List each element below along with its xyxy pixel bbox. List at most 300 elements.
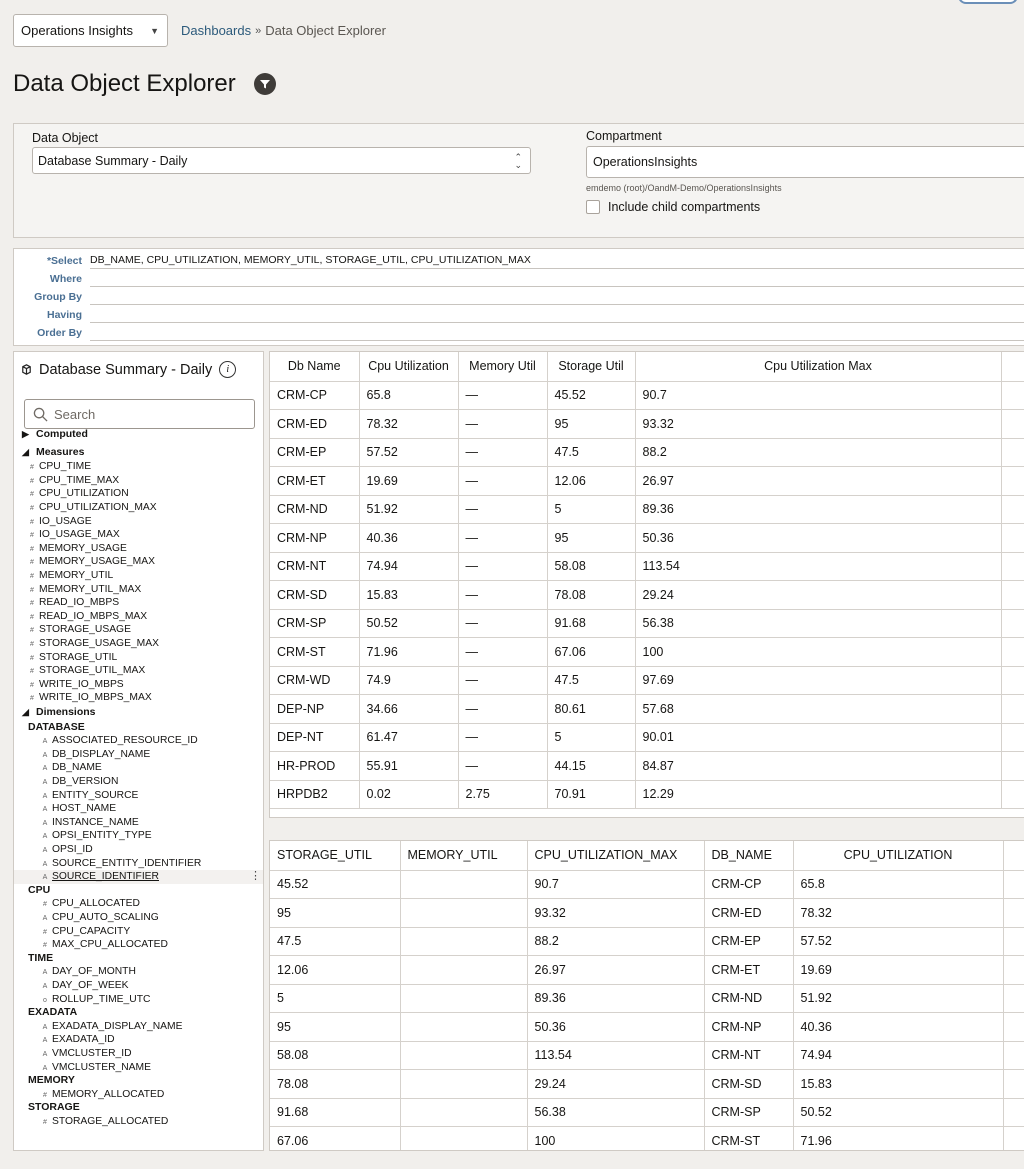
table-cell: 113.54 — [635, 552, 1001, 581]
app-switcher-label: Operations Insights — [21, 23, 134, 38]
query-label: Group By — [34, 291, 82, 303]
search-icon — [33, 407, 48, 422]
tree-item-dimension[interactable] — [14, 993, 264, 1007]
number-type-icon: # — [30, 505, 34, 512]
table-cell: 50.36 — [527, 1013, 704, 1042]
table-cell: HR-PROD — [270, 752, 359, 781]
tree-item-dimension[interactable] — [14, 802, 264, 816]
column-header[interactable]: Storage Util — [547, 352, 635, 381]
table-cell: CRM-SP — [270, 609, 359, 638]
tree-item-dimension[interactable] — [14, 857, 264, 871]
text-type-icon: A — [42, 915, 48, 922]
table-cell: — — [458, 438, 547, 467]
tree-item-dimension[interactable] — [14, 816, 264, 830]
tree-item-label: MEMORY_ALLOCATED — [52, 1088, 165, 1100]
table-cell: — — [458, 410, 547, 439]
number-type-icon: # — [30, 573, 34, 580]
table-cell: CRM-ND — [704, 984, 793, 1013]
data-object-select[interactable] — [32, 147, 531, 174]
tree-item-dimension[interactable] — [14, 829, 264, 843]
tree-item-dimension[interactable] — [14, 897, 264, 911]
tree-item-label: SOURCE_IDENTIFIER — [52, 871, 159, 883]
table-cell: 65.8 — [359, 381, 458, 410]
number-type-icon: # — [30, 532, 34, 540]
compartment-label: Compartment — [586, 129, 662, 143]
tree-item-measure[interactable] — [14, 664, 264, 678]
tree-item-measure[interactable] — [14, 623, 264, 637]
table-cell-filler — [1003, 899, 1024, 928]
tree-item-dimension[interactable] — [14, 938, 264, 952]
tree-group-label: CPU — [28, 883, 51, 896]
tree-item-measure[interactable] — [14, 487, 264, 501]
tree-item-label: SOURCE_ENTITY_IDENTIFIER — [52, 857, 202, 869]
table-row[interactable] — [270, 723, 1024, 752]
table-cell: 51.92 — [359, 495, 458, 524]
results-table-raw — [269, 840, 1024, 1151]
table-cell-filler — [1001, 467, 1024, 496]
table-cell: CRM-NP — [270, 524, 359, 553]
table-cell: 50.52 — [359, 609, 458, 638]
tree-item-label: INSTANCE_NAME — [52, 816, 139, 828]
table-cell — [400, 1013, 527, 1042]
table-cell-filler — [1003, 1127, 1024, 1152]
data-object-panel — [13, 123, 1024, 238]
table-cell: CRM-ET — [704, 956, 793, 985]
column-header[interactable]: Cpu Utilization — [359, 352, 458, 381]
table-cell: 71.96 — [359, 638, 458, 667]
tree-item-label: MEMORY_USAGE — [39, 542, 127, 554]
tree-item-dimension[interactable] — [14, 870, 264, 884]
query-panel — [13, 248, 1024, 346]
table-row[interactable] — [270, 956, 1024, 985]
tree-item-label: HOST_NAME — [52, 803, 117, 815]
column-header[interactable]: DB_NAME — [704, 841, 793, 870]
info-icon[interactable]: i — [219, 361, 236, 378]
column-header[interactable]: CPU_UTILIZATION — [793, 841, 1003, 870]
compartment-input[interactable] — [586, 146, 1024, 178]
table-cell: 90.7 — [527, 870, 704, 899]
table-cell: 80.61 — [547, 695, 635, 724]
table-cell-filler — [1003, 956, 1024, 985]
table-cell-filler — [1001, 495, 1024, 524]
table-cell: 88.2 — [527, 927, 704, 956]
breadcrumb — [181, 23, 386, 38]
include-child-compartments[interactable] — [586, 200, 760, 214]
tree-item-dimension[interactable] — [14, 1033, 264, 1047]
query-group-by-input[interactable] — [90, 287, 1024, 305]
query-select-input[interactable]: DB_NAME, CPU_UTILIZATION, MEMORY_UTIL, STORAGE_UTIL, CPU_UTILIZATION_MAX — [90, 251, 1024, 269]
table-cell — [400, 984, 527, 1013]
tree-item-measure[interactable] — [14, 528, 264, 542]
tree-item-label: WRITE_IO_MBPS — [39, 678, 124, 690]
text-type-icon: A — [42, 833, 48, 841]
table-cell: DEP-NT — [270, 723, 359, 752]
breadcrumb-dashboards-link[interactable]: Dashboards — [181, 23, 252, 38]
table-cell: 29.24 — [635, 581, 1001, 610]
table-cell: CRM-EP — [270, 438, 359, 467]
number-type-icon: # — [43, 1119, 47, 1126]
table-row[interactable] — [270, 1098, 1024, 1127]
tree-item-measure[interactable] — [14, 610, 264, 624]
query-having-input[interactable] — [90, 305, 1024, 323]
column-header-filler — [1001, 352, 1024, 381]
tree-item-dimension[interactable] — [14, 748, 264, 762]
table-row[interactable] — [270, 1127, 1024, 1152]
cube-icon — [20, 363, 33, 376]
sidebar-header — [20, 361, 236, 378]
table-row[interactable] — [270, 927, 1024, 956]
tree-item-dimension[interactable] — [14, 761, 264, 775]
tree-group — [14, 1101, 264, 1115]
more-options-icon[interactable]: ⋮ — [250, 870, 261, 883]
tree-item-label: OPSI_ENTITY_TYPE — [52, 830, 152, 842]
updown-chevron-icon: ⌃ ⌄ — [514, 151, 522, 170]
text-type-icon: A — [42, 751, 48, 759]
caret-down-icon: ◢ — [22, 707, 29, 717]
table-cell: 74.94 — [793, 1041, 1003, 1070]
table-cell: CRM-ST — [270, 638, 359, 667]
tree-section-measures[interactable] — [14, 446, 264, 460]
query-label: Having — [46, 309, 82, 321]
number-type-icon: # — [30, 681, 34, 689]
table-cell-filler — [1003, 1013, 1024, 1042]
table-row[interactable] — [270, 752, 1024, 781]
table-cell: 67.06 — [547, 638, 635, 667]
tree-item-label: IO_USAGE — [39, 515, 92, 527]
text-type-icon: A — [42, 874, 48, 882]
text-type-icon: A — [42, 806, 48, 814]
table-cell: 19.69 — [793, 956, 1003, 985]
number-type-icon: # — [30, 559, 34, 567]
table-cell: 78.08 — [270, 1070, 400, 1099]
table-row[interactable] — [270, 870, 1024, 899]
table-cell — [400, 956, 527, 985]
table-cell: 91.68 — [270, 1098, 400, 1127]
text-type-icon: A — [42, 779, 48, 786]
tree-item-label: EXADATA_ID — [52, 1034, 115, 1046]
tree-item-label: CPU_TIME — [39, 461, 92, 473]
table-cell: 78.32 — [359, 410, 458, 439]
user-menu-button[interactable] — [958, 0, 1018, 4]
table-row[interactable] — [270, 1041, 1024, 1070]
table-cell: — — [458, 581, 547, 610]
table-cell — [400, 870, 527, 899]
table-cell-filler — [1003, 1041, 1024, 1070]
number-type-icon: # — [30, 695, 34, 703]
tree-item-label: ASSOCIATED_RESOURCE_ID — [52, 735, 198, 747]
table-cell: 12.06 — [547, 467, 635, 496]
table-cell-filler — [1003, 1070, 1024, 1099]
table-cell: — — [458, 495, 547, 524]
table-cell-filler — [1001, 438, 1024, 467]
tree-section-computed[interactable] — [14, 428, 264, 442]
table-row[interactable] — [270, 581, 1024, 610]
tree-item-dimension[interactable] — [14, 1088, 264, 1102]
tree-item-dimension[interactable] — [14, 965, 264, 979]
number-type-icon: # — [43, 928, 47, 936]
column-header[interactable]: CPU_UTILIZATION_MAX — [527, 841, 704, 870]
breadcrumb-separator: » — [255, 24, 262, 37]
table-cell: 97.69 — [635, 666, 1001, 695]
text-type-icon: A — [42, 1051, 48, 1058]
tree-item-measure[interactable] — [14, 651, 264, 665]
query-order-by-input[interactable] — [90, 323, 1024, 341]
tree-item-measure[interactable] — [14, 596, 264, 610]
table-cell: 95 — [547, 524, 635, 553]
tree-item-label: OPSI_ID — [52, 844, 93, 855]
text-type-icon: A — [42, 1064, 48, 1072]
table-row[interactable] — [270, 984, 1024, 1013]
table-row[interactable] — [270, 552, 1024, 581]
page-title-text: Data Object Explorer — [13, 70, 236, 97]
tree-item-measure[interactable] — [14, 555, 264, 569]
tree-item-label: IO_USAGE_MAX — [39, 529, 120, 541]
include-child-checkbox[interactable] — [586, 200, 600, 214]
table-cell: 74.9 — [359, 666, 458, 695]
data-object-label: Data Object — [32, 131, 99, 145]
number-type-icon: # — [30, 464, 34, 472]
table-cell: CRM-ED — [704, 899, 793, 928]
table-cell: 93.32 — [527, 899, 704, 928]
tree-item-label: READ_IO_MBPS_MAX — [39, 610, 148, 622]
query-label: Order By — [37, 327, 82, 339]
number-type-icon: # — [43, 901, 47, 909]
table-row[interactable] — [270, 899, 1024, 928]
number-type-icon: # — [43, 1091, 47, 1099]
table-cell: 56.38 — [527, 1098, 704, 1127]
table-row[interactable] — [270, 695, 1024, 724]
table-cell: CRM-ND — [270, 495, 359, 524]
tree-item-dimension[interactable] — [14, 1061, 264, 1075]
query-where-input[interactable] — [90, 269, 1024, 287]
tree-item-label: READ_IO_MBPS — [39, 597, 120, 609]
table-cell: 47.5 — [547, 666, 635, 695]
table-cell-filler — [1003, 927, 1024, 956]
query-label: Where — [49, 273, 82, 285]
table-cell: — — [458, 723, 547, 752]
query-row-group-by — [14, 287, 82, 305]
tree-item-measure[interactable] — [14, 474, 264, 488]
tree-item-label: ENTITY_SOURCE — [52, 789, 139, 801]
table-cell: 95 — [270, 899, 400, 928]
column-header[interactable]: Memory Util — [458, 352, 547, 381]
table-cell: CRM-SD — [704, 1070, 793, 1099]
table-row[interactable] — [270, 1013, 1024, 1042]
table-cell: 89.36 — [527, 984, 704, 1013]
results-table — [270, 841, 1024, 1151]
table-cell: — — [458, 381, 547, 410]
tree-item-label: MEMORY_USAGE_MAX — [39, 556, 155, 568]
tree-item-dimension[interactable] — [14, 1020, 264, 1034]
column-header[interactable]: MEMORY_UTIL — [400, 841, 527, 870]
table-cell: 40.36 — [359, 524, 458, 553]
query-row-where — [14, 269, 82, 287]
tree-group-label: DATABASE — [28, 720, 85, 733]
text-type-icon: A — [42, 792, 48, 800]
table-cell: 90.7 — [635, 381, 1001, 410]
table-cell: 12.29 — [635, 780, 1001, 809]
tree-item-label: CPU_CAPACITY — [52, 925, 131, 937]
table-cell: CRM-ET — [270, 467, 359, 496]
tree-item-dimension[interactable] — [14, 734, 264, 748]
tree-item-label: ROLLUP_TIME_UTC — [52, 993, 151, 1005]
tree-item-measure[interactable] — [14, 515, 264, 529]
table-cell-filler — [1001, 524, 1024, 553]
table-cell: 58.08 — [270, 1041, 400, 1070]
number-type-icon: # — [30, 518, 34, 526]
text-type-icon: A — [42, 738, 48, 746]
tree-item-label: EXADATA_DISPLAY_NAME — [52, 1020, 183, 1032]
table-row[interactable] — [270, 524, 1024, 553]
tree-item-label: MEMORY_UTIL — [39, 570, 114, 581]
filter-icon[interactable] — [254, 73, 276, 95]
table-cell: 19.69 — [359, 467, 458, 496]
tree-section-label: Dimensions — [36, 706, 96, 718]
table-cell: — — [458, 552, 547, 581]
table-cell: 100 — [527, 1127, 704, 1152]
table-cell: 70.91 — [547, 780, 635, 809]
table-row[interactable] — [270, 638, 1024, 667]
table-cell: 47.5 — [270, 927, 400, 956]
table-cell: 78.08 — [547, 581, 635, 610]
sidebar-search-input[interactable] — [24, 399, 255, 429]
tree-group — [14, 1006, 264, 1020]
sidebar-title: Database Summary - Daily — [39, 361, 213, 378]
table-cell: 100 — [635, 638, 1001, 667]
table-cell: CRM-SD — [270, 581, 359, 610]
column-header-filler — [1003, 841, 1024, 870]
table-cell: 15.83 — [359, 581, 458, 610]
table-row[interactable] — [270, 609, 1024, 638]
table-cell-filler — [1003, 984, 1024, 1013]
top-bar — [13, 14, 386, 47]
table-cell-filler — [1001, 780, 1024, 809]
table-cell: 65.8 — [793, 870, 1003, 899]
tree-item-label: STORAGE_USAGE_MAX — [39, 638, 159, 649]
table-cell: — — [458, 638, 547, 667]
table-cell: — — [458, 752, 547, 781]
tree-item-label: VMCLUSTER_ID — [52, 1048, 132, 1059]
table-cell: — — [458, 524, 547, 553]
tree-item-measure[interactable] — [14, 501, 264, 515]
tree-item-label: VMCLUSTER_NAME — [52, 1061, 151, 1073]
table-cell-filler — [1001, 666, 1024, 695]
tree-item-dimension[interactable] — [14, 979, 264, 993]
tree-item-dimension[interactable] — [14, 911, 264, 925]
tree-item-measure[interactable] — [14, 569, 264, 583]
table-cell: — — [458, 467, 547, 496]
tree-item-dimension[interactable] — [14, 775, 264, 789]
tree-item-measure[interactable] — [14, 460, 264, 474]
table-cell: DEP-NP — [270, 695, 359, 724]
table-cell: 113.54 — [527, 1041, 704, 1070]
table-cell: 0.02 — [359, 780, 458, 809]
table-cell: 50.36 — [635, 524, 1001, 553]
include-child-label: Include child compartments — [608, 200, 761, 214]
tree-item-label: CPU_ALLOCATED — [52, 898, 140, 910]
number-type-icon: # — [30, 627, 34, 635]
table-cell: 61.47 — [359, 723, 458, 752]
table-row[interactable] — [270, 410, 1024, 439]
table-row[interactable] — [270, 780, 1024, 809]
table-cell: 12.06 — [270, 956, 400, 985]
table-cell: — — [458, 609, 547, 638]
tree-item-measure[interactable] — [14, 583, 264, 597]
tree-item-label: DB_NAME — [52, 762, 102, 774]
tree-section-dimensions[interactable] — [14, 706, 264, 720]
query-row-order-by — [14, 323, 82, 341]
column-header[interactable]: STORAGE_UTIL — [270, 841, 400, 870]
tree-section-label: Computed — [36, 428, 88, 440]
table-cell: CRM-CP — [704, 870, 793, 899]
tree-item-dimension[interactable] — [14, 1047, 264, 1061]
column-header[interactable]: Db Name — [270, 352, 359, 381]
table-row[interactable] — [270, 666, 1024, 695]
table-cell — [400, 1127, 527, 1152]
number-type-icon: # — [30, 668, 34, 676]
tree-item-dimension[interactable] — [14, 1115, 264, 1129]
table-cell: CRM-EP — [704, 927, 793, 956]
table-row[interactable] — [270, 467, 1024, 496]
text-type-icon: A — [42, 847, 48, 854]
table-cell-filler — [1001, 552, 1024, 581]
table-row[interactable] — [270, 438, 1024, 467]
compartment-value: OperationsInsights — [593, 155, 698, 169]
table-cell-filler — [1001, 723, 1024, 752]
query-row-select — [14, 251, 531, 269]
table-row[interactable] — [270, 381, 1024, 410]
tree-group — [14, 952, 264, 966]
table-cell: CRM-SP — [704, 1098, 793, 1127]
app-switcher-select[interactable] — [13, 14, 168, 47]
table-cell: 34.66 — [359, 695, 458, 724]
number-type-icon: # — [30, 477, 34, 485]
column-header[interactable]: Cpu Utilization Max — [635, 352, 1001, 381]
table-cell: 67.06 — [270, 1127, 400, 1152]
table-cell-filler — [1003, 870, 1024, 899]
table-cell-filler — [1001, 752, 1024, 781]
table-cell-filler — [1001, 609, 1024, 638]
time-type-icon: o — [43, 996, 47, 1004]
tree-item-dimension[interactable] — [14, 925, 264, 939]
table-cell-filler — [1001, 638, 1024, 667]
table-cell — [400, 1070, 527, 1099]
tree-item-measure[interactable] — [14, 691, 264, 705]
table-cell: 45.52 — [270, 870, 400, 899]
table-cell: 93.32 — [635, 410, 1001, 439]
tree-item-label: DAY_OF_MONTH — [52, 966, 136, 978]
tree-item-measure[interactable] — [14, 637, 264, 651]
results-table — [270, 352, 1024, 809]
table-row[interactable] — [270, 495, 1024, 524]
number-type-icon: # — [30, 586, 34, 594]
table-cell: CRM-NT — [270, 552, 359, 581]
tree-item-measure[interactable] — [14, 542, 264, 556]
table-cell: CRM-CP — [270, 381, 359, 410]
table-cell: 44.15 — [547, 752, 635, 781]
table-cell: 5 — [270, 984, 400, 1013]
table-cell: 57.68 — [635, 695, 1001, 724]
tree-item-dimension[interactable] — [14, 789, 264, 803]
table-cell: 58.08 — [547, 552, 635, 581]
number-type-icon: # — [43, 942, 47, 950]
tree-item-dimension[interactable] — [14, 843, 264, 857]
tree-item-label: DB_VERSION — [52, 776, 119, 787]
table-row[interactable] — [270, 1070, 1024, 1099]
table-cell: 51.92 — [793, 984, 1003, 1013]
tree-item-measure[interactable] — [14, 678, 264, 692]
number-type-icon: # — [30, 545, 34, 553]
